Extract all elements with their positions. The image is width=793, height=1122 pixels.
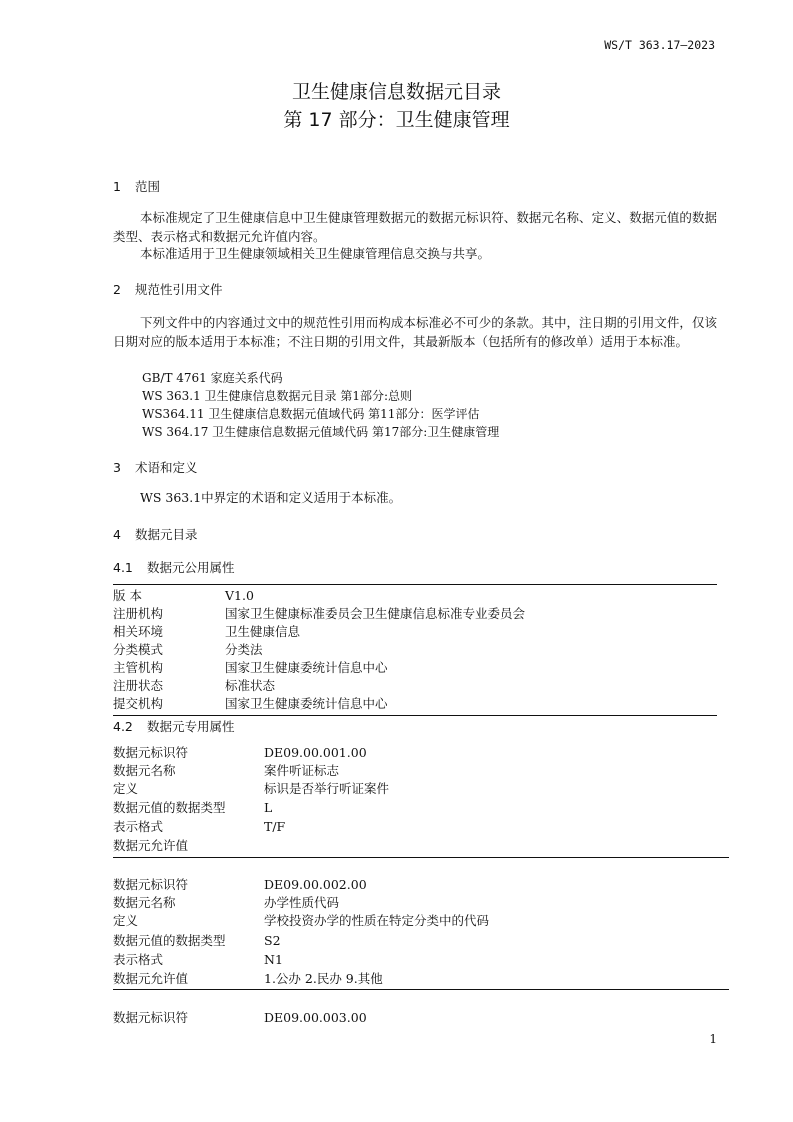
subsection-heading-4-2: 4.2 数据元专用属性 bbox=[113, 719, 235, 734]
block-separator-rule bbox=[113, 989, 729, 990]
section-heading-1: 1 范围 bbox=[113, 179, 161, 194]
sec1-paragraph-1: 本标准规定了卫生健康信息中卫生健康管理数据元的数据元标识符、数据元名称、定义、数据元值的数据类型、表示格式和数据元允许值内容。 bbox=[113, 210, 717, 244]
doc-title: 卫生健康信息数据元目录 bbox=[291, 81, 501, 103]
subsection-heading-4-1: 4.1 数据元公用属性 bbox=[113, 560, 235, 575]
page-number: 1 bbox=[709, 1032, 717, 1046]
table-top-rule bbox=[113, 584, 717, 585]
reference-item: WS364.11 卫生健康信息数据元值域代码 第11部分：医学评估 bbox=[142, 407, 480, 421]
reference-item: WS 363.1 卫生健康信息数据元目录 第1部分:总则 bbox=[142, 389, 413, 403]
doc-subtitle: 第 17 部分：卫生健康管理 bbox=[283, 109, 510, 131]
sec3-paragraph-1: WS 363.1中界定的术语和定义适用于本标准。 bbox=[140, 490, 402, 505]
section-heading-3: 3 术语和定义 bbox=[113, 460, 198, 475]
block-separator-rule bbox=[113, 857, 729, 858]
table-bottom-rule bbox=[113, 715, 717, 716]
document-code: WS/T 363.17—2023 bbox=[604, 38, 715, 52]
reference-item: GB/T 4761 家庭关系代码 bbox=[142, 371, 283, 385]
section-heading-4: 4 数据元目录 bbox=[113, 527, 198, 542]
reference-item: WS 364.17 卫生健康信息数据元值域代码 第17部分:卫生健康管理 bbox=[142, 425, 500, 439]
sec2-paragraph-1: 下列文件中的内容通过文中的规范性引用而构成本标准必不可少的条款。其中，注日期的引用文件，仅该日期对应的版本适用于本标准；不注日期的引用文件，其最新版本（包括所有的修改单）适用于本标准。 bbox=[113, 315, 717, 349]
section-heading-2: 2 规范性引用文件 bbox=[113, 282, 223, 297]
sec1-paragraph-2: 本标准适用于卫生健康领域相关卫生健康管理信息交换与共享。 bbox=[140, 246, 491, 261]
